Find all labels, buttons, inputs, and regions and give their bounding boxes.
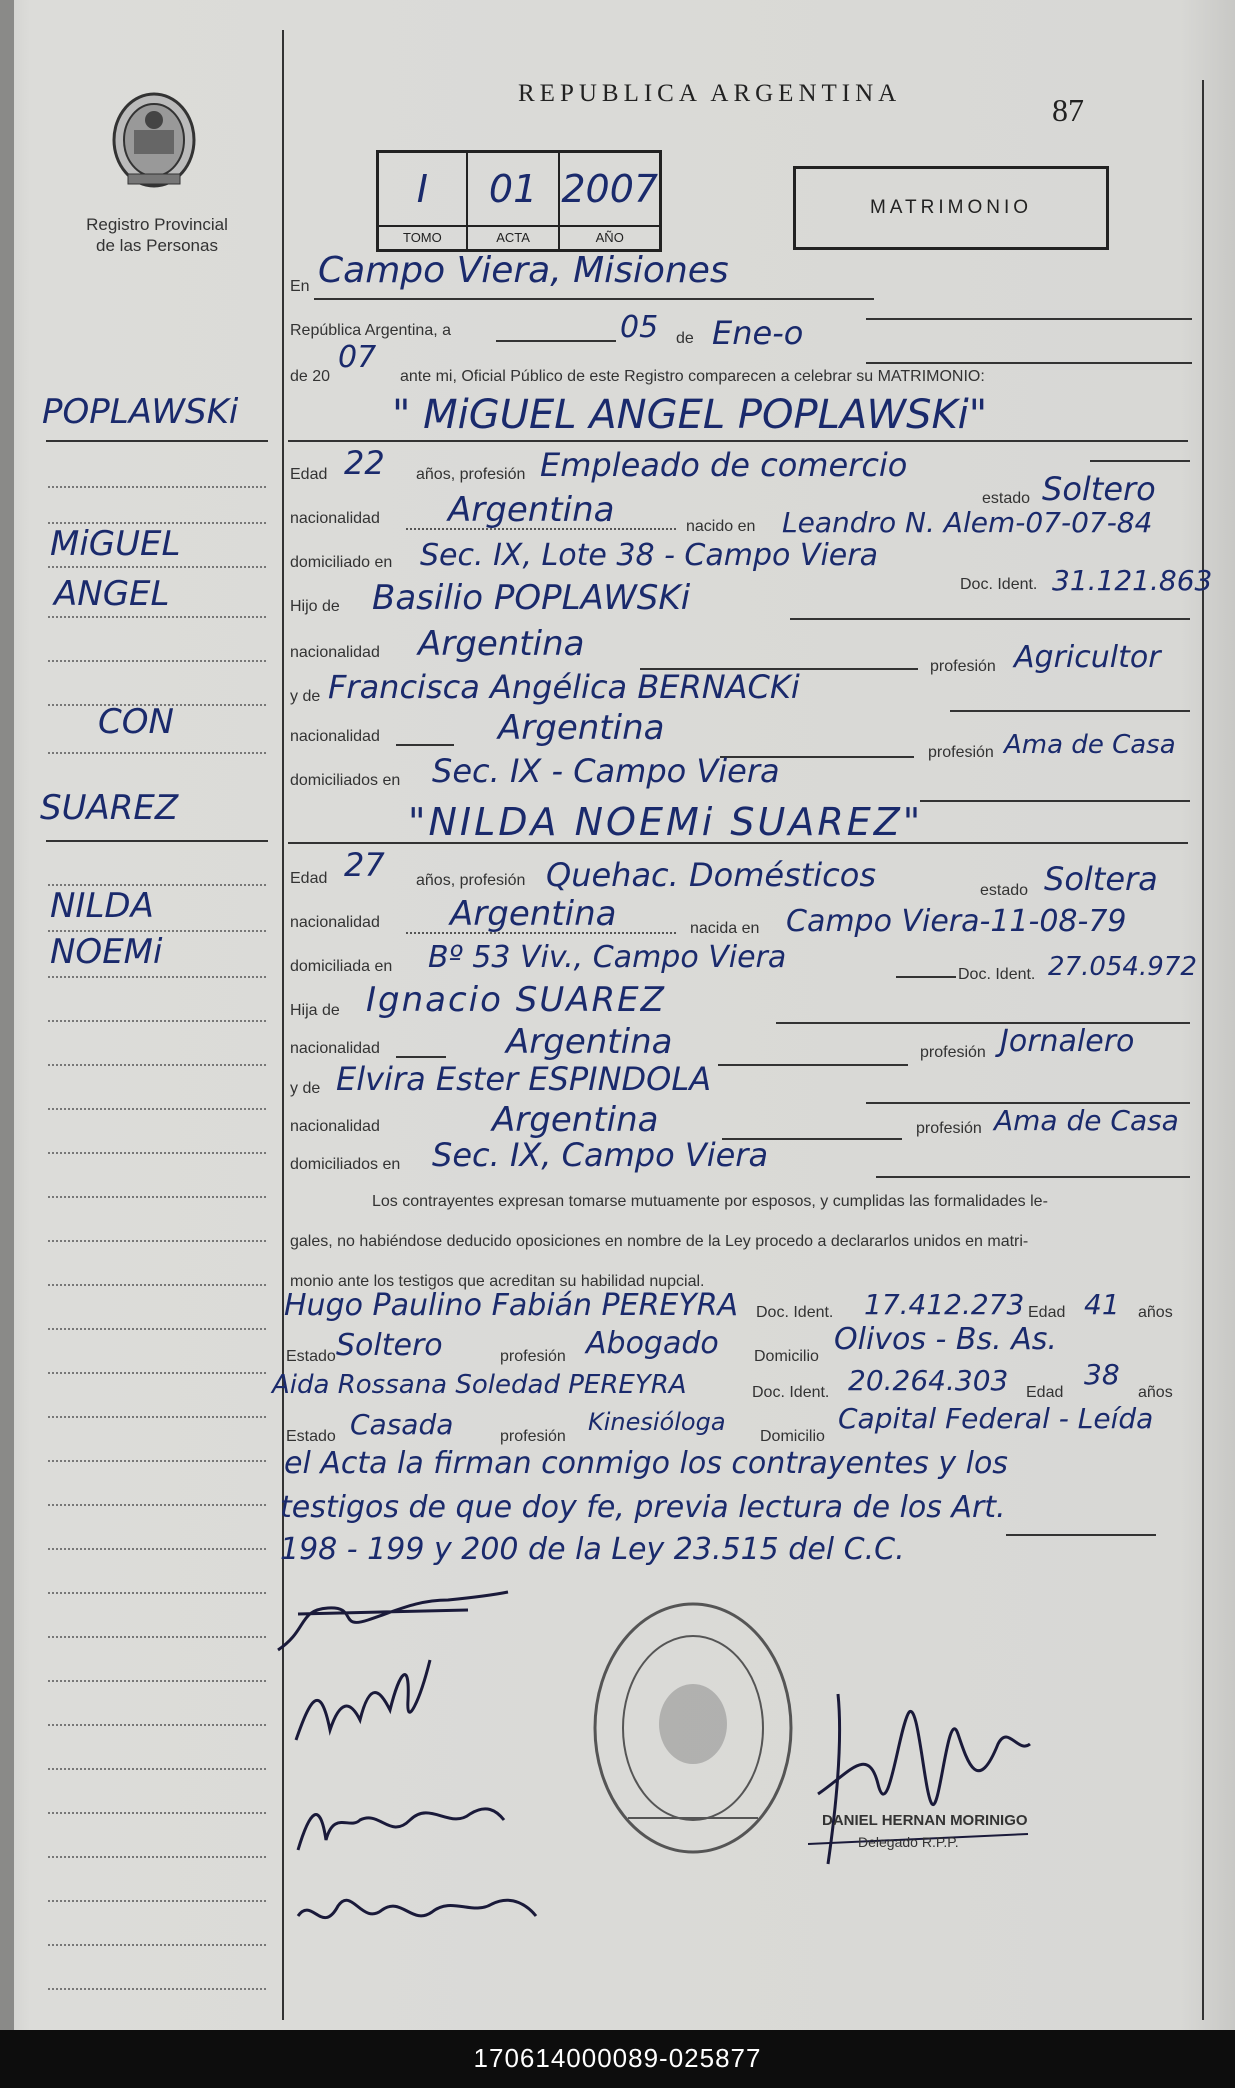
label-nacido-en: nacido en [686,518,756,535]
label-y-de: y de [290,688,321,705]
groom-mother-profession: Ama de Casa [1004,730,1176,760]
label-en: En [290,278,310,295]
label-anios: años [1138,1384,1173,1401]
groom-mother-nationality: Argentina [498,708,665,748]
witness2-profession: Kinesióloga [588,1408,726,1436]
label-nacionalidad: nacionalidad [290,914,380,931]
nat-rule [396,744,454,746]
bride-father-profession: Jornalero [1000,1024,1135,1059]
label-edad: Edad [290,870,328,887]
month-value: Ene-o [712,314,804,352]
bride-father: Ignacio SUAREZ [366,980,666,1020]
label-nacionalidad: nacionalidad [290,728,380,745]
address-rule [920,800,1190,802]
declaration-text [290,1182,1170,1302]
bride-status: Soltera [1044,860,1158,898]
label-doc-ident: Doc. Ident. [756,1304,834,1321]
sidebar-dotline [48,1636,266,1638]
sidebar-surname1: POPLAWSKi [42,392,239,432]
sidebar-surname2: SUAREZ [40,788,179,828]
sidebar-given1b: ANGEL [54,574,170,614]
country-header: REPUBLICA ARGENTINA [518,80,902,107]
label-anios-profesion: años, profesión [416,466,526,483]
label-profesion: profesión [916,1120,982,1137]
registry-line1: Registro Provincial [86,215,228,234]
label-domiciliados-en: domiciliados en [290,1156,401,1173]
margin-divider [282,30,284,2020]
bride-address: Bº 53 Viv., Campo Viera [428,940,787,975]
groom-address: Sec. IX, Lote 38 - Campo Viera [420,538,878,573]
officer-title: Delegado R.P.P. [858,1834,959,1850]
sidebar-dotline [48,1064,266,1066]
label-profesion: profesión [920,1044,986,1061]
sidebar-dotline [48,566,266,568]
label-profesion: profesión [500,1428,566,1445]
nat-rule [718,1064,908,1066]
sidebar-dotline [48,1900,266,1902]
sidebar-dotline [48,486,266,488]
label-edad: Edad [1028,1304,1066,1321]
closing-rule [1006,1534,1156,1536]
label-doc-ident: Doc. Ident. [960,576,1038,593]
bride-name: "NILDA NOEMi SUAREZ" [408,800,924,844]
groom-name: " MiGUEL ANGEL POPLAWSKi" [392,392,988,438]
label-de20: de 20 [290,368,331,385]
address-rule [896,976,956,978]
sidebar-dotline [48,1548,266,1550]
coat-of-arms-icon [108,90,200,194]
witness1-name: Hugo Paulino Fabián PEREYRA [284,1288,739,1323]
sidebar-dotline [48,1724,266,1726]
date-rule-2 [866,362,1192,364]
label-edad: Edad [1026,1384,1064,1401]
label-profesion: profesión [928,744,994,761]
acta-cell [468,153,561,249]
witness2-address: Capital Federal - Leída [838,1402,1154,1435]
sidebar-dotline [48,1592,266,1594]
bride-nationality: Argentina [450,894,617,934]
document-barcode-number: 170614000089-025877 [473,2043,762,2073]
address-rule [876,1176,1190,1178]
groom-nationality: Argentina [448,490,615,530]
nat-rule [396,1056,446,1058]
sidebar-dotline [48,1152,266,1154]
officer-name: DANIEL HERNAN MORINIGO [822,1812,1028,1829]
page-number: 87 [1052,92,1084,128]
groom-parents-address: Sec. IX - Campo Viera [432,752,780,790]
year-value: 07 [338,340,377,375]
sidebar-given2b: NOEMi [50,932,163,972]
sidebar-dotline [48,1812,266,1814]
tomo-value: I [416,167,428,211]
anio-value: 2007 [561,167,659,211]
label-nacionalidad: nacionalidad [290,644,380,661]
registry-name [62,214,252,256]
closing-line3: 198 - 199 y 200 de la Ley 23.515 del C.C. [280,1532,905,1567]
label-domicilio: Domicilio [754,1348,819,1365]
registry-line2: de las Personas [96,236,218,255]
label-anios-profesion: años, profesión [416,872,526,889]
place-value: Campo Viera, Misiones [318,250,729,291]
label-estado: estado [982,490,1031,507]
witness2-signature-icon [292,1876,542,1946]
groom-mother: Francisca Angélica BERNACKi [328,668,800,706]
record-box [376,150,662,252]
date-rule [496,340,616,342]
sidebar-rule [46,840,268,842]
witness1-status: Soltero [336,1328,443,1363]
witness2-status: Casada [350,1408,454,1441]
witness1-profession: Abogado [586,1326,719,1361]
bride-birthplace: Campo Viera-11-08-79 [786,904,1127,939]
declaration-line3: monio ante los testigos que acreditan su habilidad nupcial. [290,1273,705,1290]
label-anios: años [1138,1304,1173,1321]
sidebar-dotline [48,616,266,618]
label-comparecen: ante mi, Oficial Público de este Registro comparecen a celebrar su MATRIMONIO: [400,368,985,385]
sidebar-rule [46,440,268,442]
label-estado-cap: Estado [286,1428,336,1445]
sidebar-dotline [48,1196,266,1198]
label-hijo-de: Hijo de [290,598,340,615]
sidebar-given1a: MiGUEL [50,524,181,564]
groom-father: Basilio POPLAWSKi [372,578,691,618]
bride-mother-nationality: Argentina [492,1100,659,1140]
record-type: MATRIMONIO [793,166,1109,250]
sidebar-dotline [48,1240,266,1242]
witness2-name: Aida Rossana Soledad PEREYRA [272,1370,687,1400]
sidebar-dotline [48,752,266,754]
sidebar-given2a: NILDA [50,886,154,926]
sidebar-dotline [48,1460,266,1462]
label-nacionalidad: nacionalidad [290,1118,380,1135]
sidebar-dotline [48,1988,266,1990]
father-rule [790,618,1190,620]
label-nacionalidad: nacionalidad [290,510,380,527]
label-domiciliado-en: domiciliado en [290,554,393,571]
sidebar-dotline [48,930,266,932]
groom-status: Soltero [1042,470,1156,508]
witness1-doc: 17.412.273 [864,1288,1025,1321]
label-estado: estado [980,882,1029,899]
sidebar-dotline [48,1856,266,1858]
bride-signature-icon [290,1640,450,1750]
groom-age: 22 [344,444,385,482]
bride-age: 27 [344,846,385,884]
anio-cell [560,153,659,249]
groom-name-rule-2 [1090,460,1190,462]
witness1-signature-icon [290,1790,510,1860]
sidebar-dotline [48,1372,266,1374]
bride-profession: Quehac. Domésticos [546,856,877,894]
tomo-label: TOMO [379,225,466,249]
right-margin-line [1202,80,1204,2020]
sidebar-dotline [48,660,266,662]
label-hija-de: Hija de [290,1002,340,1019]
sidebar-dotline [48,1768,266,1770]
label-republica: República Argentina, a [290,322,451,339]
sidebar-con: CON [98,702,174,742]
label-estado-cap: Estado [286,1348,336,1365]
sidebar-dotline [48,1328,266,1330]
witness2-doc: 20.264.303 [848,1364,1009,1397]
sidebar-dotline [48,976,266,978]
closing-line2: testigos de que doy fe, previa lectura de los Art. [280,1490,1006,1525]
label-de: de [676,330,694,347]
bride-father-nationality: Argentina [506,1022,673,1062]
tomo-cell [379,153,468,249]
page-binding [0,0,14,2030]
sidebar-dotline [48,1944,266,1946]
witness1-age: 41 [1084,1288,1120,1321]
closing-line1: el Acta la firman conmigo los contrayentes y los [284,1446,1008,1481]
declaration-line1: Los contrayentes expresan tomarse mutuamente por esposos, y cumplidas las formalidades le- [372,1193,1048,1210]
label-edad: Edad [290,466,328,483]
sidebar-dotline [48,1416,266,1418]
place-rule [314,298,874,300]
groom-birthplace: Leandro N. Alem-07-07-84 [782,506,1153,539]
witness2-age: 38 [1084,1358,1120,1391]
groom-name-rule [288,440,1188,442]
label-doc-ident: Doc. Ident. [752,1384,830,1401]
declaration-line2: gales, no habiéndose deducido oposiciones en nombre de la Ley procedo a declararlos unidos en matri- [290,1233,1029,1250]
sidebar-dotline [48,1020,266,1022]
mother-rule [950,710,1190,712]
sidebar-dotline [48,1504,266,1506]
day-value: 05 [620,310,659,345]
groom-doc: 31.121.863 [1052,564,1213,597]
label-nacida-en: nacida en [690,920,760,937]
acta-label: ACTA [468,225,559,249]
sidebar-dotline [48,1284,266,1286]
bride-parents-address: Sec. IX, Campo Viera [432,1136,769,1174]
anio-label: AÑO [560,225,659,249]
sidebar-dotline [48,1108,266,1110]
label-domicilio: Domicilio [760,1428,825,1445]
bride-doc: 27.054.972 [1048,952,1197,982]
label-domiciliada-en: domiciliada en [290,958,393,975]
label-y-de: y de [290,1080,321,1097]
label-nacionalidad: nacionalidad [290,1040,380,1057]
label-profesion: profesión [930,658,996,675]
label-doc-ident: Doc. Ident. [958,966,1036,983]
groom-profession: Empleado de comercio [540,446,908,484]
bride-name-rule [288,842,1188,844]
sidebar-dotline [48,1680,266,1682]
acta-value: 01 [488,167,538,211]
label-domiciliados-en: domiciliados en [290,772,401,789]
bride-mother: Elvira Ester ESPINDOLA [336,1060,712,1098]
witness1-address: Olivos - Bs. As. [834,1322,1057,1357]
groom-father-nationality: Argentina [418,624,585,664]
official-stamp-icon [588,1598,798,1858]
label-profesion: profesión [500,1348,566,1365]
groom-father-profession: Agricultor [1014,640,1161,675]
bride-mother-profession: Ama de Casa [994,1104,1179,1137]
place-rule-2 [866,318,1192,320]
